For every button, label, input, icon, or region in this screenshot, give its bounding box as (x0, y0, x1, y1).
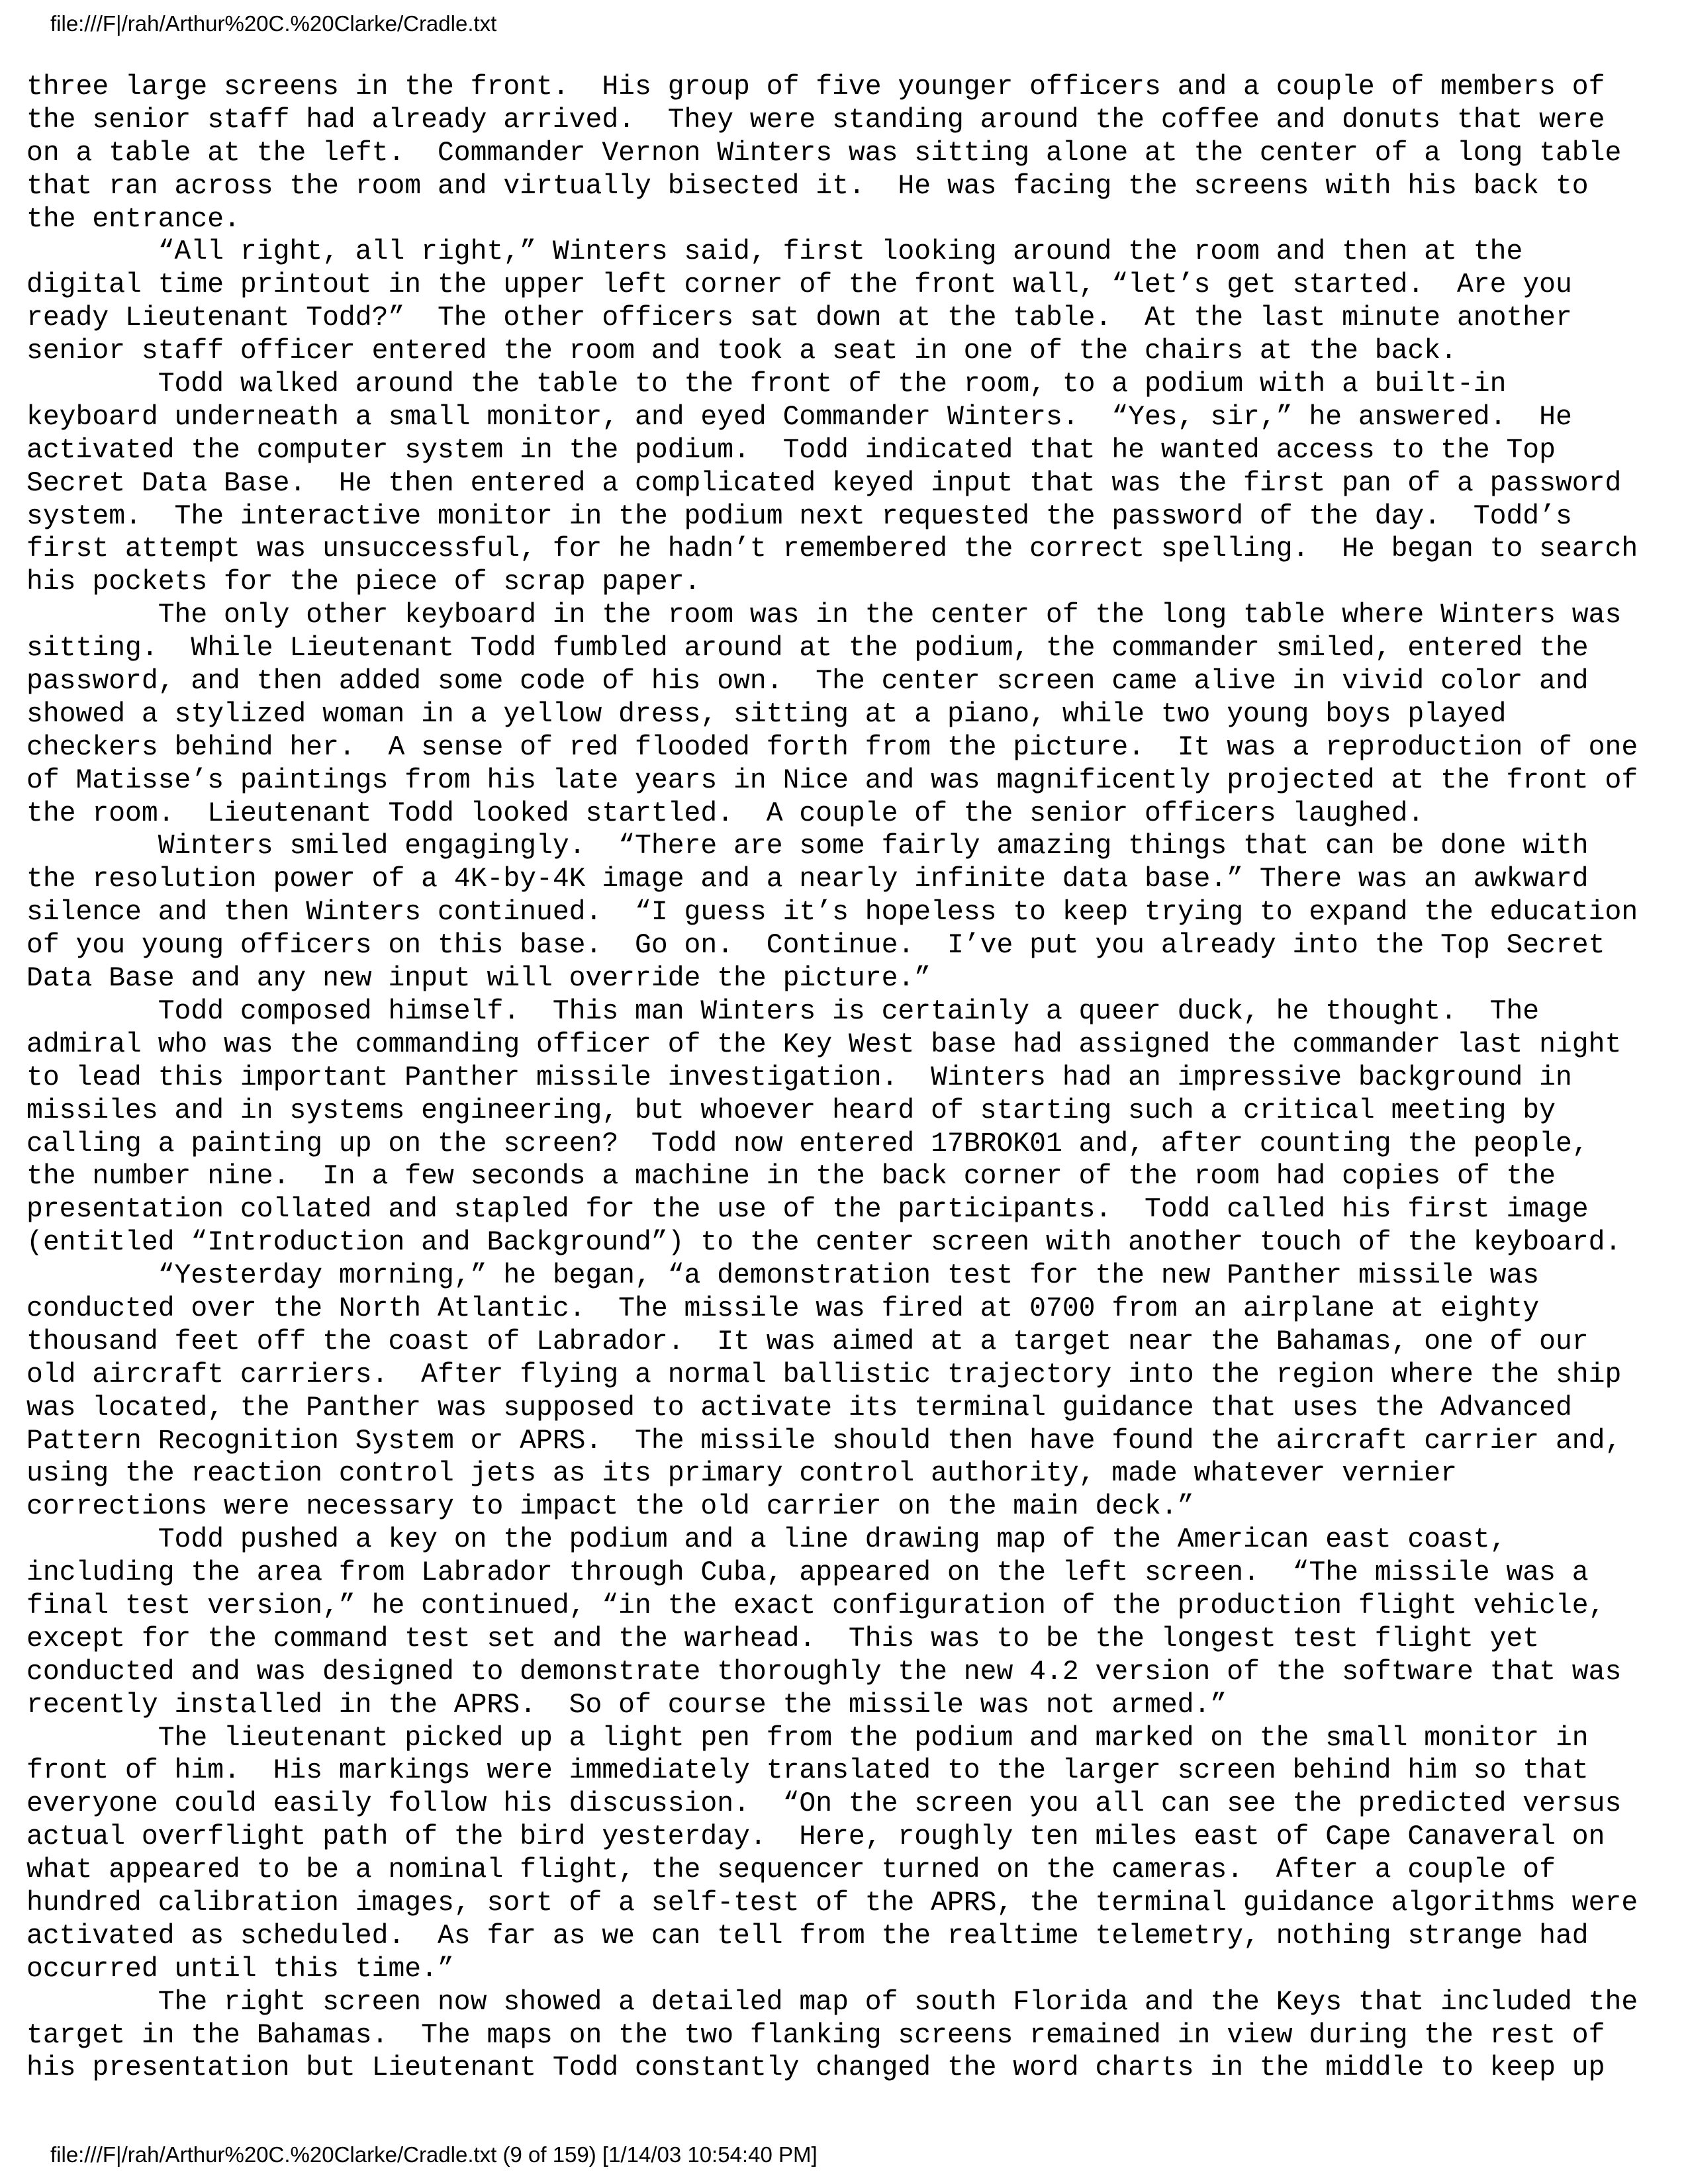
text-line: admiral who was the commanding officer of the Key West base had assigned the commander last night (26, 1029, 1622, 1060)
document-body (26, 71, 1668, 2085)
text-line: Winters smiled engagingly. “There are some fairly amazing things that can be done with (26, 831, 1589, 862)
text-line: Pattern Recognition System or APRS. The missile should then have found the aircraft carrier and, (26, 1426, 1622, 1457)
text-line: Todd pushed a key on the podium and a line drawing map of the American east coast, (26, 1525, 1507, 1556)
text-line: showed a stylized woman in a yellow dress, sitting at a piano, while two young boys played (26, 699, 1507, 730)
text-line: on a table at the left. Commander Vernon Winters was sitting alone at the center of a long table (26, 138, 1622, 169)
text-line: “Yesterday morning,” he began, “a demonstration test for the new Panther missile was (26, 1261, 1540, 1292)
text-line: final test version,” he continued, “in the exact configuration of the production flight vehicle, (26, 1590, 1605, 1621)
text-line: to lead this important Panther missile investigation. Winters had an impressive background in (26, 1062, 1572, 1093)
text-line: conducted and was designed to demonstrate thoroughly the new 4.2 version of the software that was (26, 1657, 1622, 1688)
text-line: conducted over the North Atlantic. The missile was fired at 0700 from an airplane at eighty (26, 1293, 1540, 1324)
text-line: except for the command test set and the warhead. This was to be the longest test flight yet (26, 1623, 1540, 1655)
text-line: checkers behind her. A sense of red flooded forth from the picture. It was a reproduction of one (26, 732, 1638, 763)
text-line: “All right, all right,” Winters said, first looking around the room and then at the (26, 237, 1523, 268)
text-line: his pockets for the piece of scrap paper. (26, 567, 701, 598)
text-line: Todd walked around the table to the front of the room, to a podium with a built-in (26, 369, 1507, 400)
text-line: of you young officers on this base. Go on. Continue. I’ve put you already into the Top Secret (26, 931, 1605, 962)
text-line: keyboard underneath a small monitor, and eyed Commander Winters. “Yes, sir,” he answered. He (26, 402, 1572, 433)
text-line: recently installed in the APRS. So of course the missile was not armed.” (26, 1690, 1227, 1721)
text-line: Data Base and any new input will override the picture.” (26, 964, 931, 995)
text-line: calling a painting up on the screen? Todd now entered 17BROK01 and, after counting the people, (26, 1128, 1589, 1160)
text-line: the entrance. (26, 204, 240, 235)
text-line: system. The interactive monitor in the podium next requested the password of the day. Todd’s (26, 501, 1572, 532)
text-line: Secret Data Base. He then entered a complicated keyed input that was the first pan of a password (26, 468, 1622, 499)
text-line: using the reaction control jets as its primary control authority, made whatever vernier (26, 1459, 1457, 1490)
text-line: that ran across the room and virtually bisected it. He was facing the screens with his back to (26, 171, 1589, 202)
text-line: including the area from Labrador through Cuba, appeared on the left screen. “The missile was a (26, 1558, 1589, 1589)
text-line: activated the computer system in the podium. Todd indicated that he wanted access to the Top (26, 435, 1556, 466)
text-line: was located, the Panther was supposed to activate its terminal guidance that uses the Advanced (26, 1392, 1572, 1424)
text-line: actual overflight path of the bird yesterday. Here, roughly ten miles east of Cape Canaveral on (26, 1822, 1605, 1853)
text-line: activated as scheduled. As far as we can tell from the realtime telemetry, nothing strange had (26, 1921, 1589, 1952)
text-line: digital time printout in the upper left corner of the front wall, “let’s get started. Are you (26, 270, 1572, 301)
text-line: first attempt was unsuccessful, for he hadn’t remembered the correct spelling. He began to search (26, 534, 1638, 565)
text-line: occurred until this time.” (26, 1954, 454, 1985)
text-line: front of him. His markings were immediately translated to the larger screen behind him so that (26, 1756, 1589, 1787)
text-line: three large screens in the front. His group of five younger officers and a couple of members of (26, 72, 1605, 103)
text-line: senior staff officer entered the room and took a seat in one of the chairs at the back. (26, 336, 1457, 367)
text-line: the resolution power of a 4K-by-4K image and a nearly infinite data base.” There was an awkward (26, 864, 1589, 895)
text-line: the room. Lieutenant Todd looked startled. A couple of the senior officers laughed. (26, 798, 1425, 829)
text-line: hundred calibration images, sort of a self-test of the APRS, the terminal guidance algorithms were (26, 1888, 1638, 1919)
text-line: silence and then Winters continued. “I guess it’s hopeless to keep trying to expand the education (26, 897, 1638, 929)
text-line: what appeared to be a nominal flight, the sequencer turned on the cameras. After a couple of (26, 1855, 1556, 1886)
text-line: sitting. While Lieutenant Todd fumbled around at the podium, the commander smiled, entered the (26, 633, 1589, 664)
text-line: password, and then added some code of his own. The center screen came alive in vivid color and (26, 666, 1589, 698)
text-line: missiles and in systems engineering, but whoever heard of starting such a critical meeting by (26, 1095, 1556, 1126)
text-line: ready Lieutenant Todd?” The other officers sat down at the table. At the last minute another (26, 303, 1572, 334)
text-line: thousand feet off the coast of Labrador. It was aimed at a target near the Bahamas, one of our (26, 1326, 1589, 1357)
text-line: the number nine. In a few seconds a machine in the back corner of the room had copies of the (26, 1161, 1556, 1193)
text-line: old aircraft carriers. After flying a normal ballistic trajectory into the region where the ship (26, 1359, 1622, 1390)
text-line: The lieutenant picked up a light pen from the podium and marked on the small monitor in (26, 1723, 1589, 1754)
text-line: his presentation but Lieutenant Todd constantly changed the word charts in the middle to keep up (26, 2053, 1605, 2084)
text-line: corrections were necessary to impact the old carrier on the main deck.” (26, 1492, 1194, 1523)
text-line: Todd composed himself. This man Winters is certainly a queer duck, he thought. The (26, 996, 1540, 1027)
page-footer: file:///F|/rah/Arthur%20C.%20Clarke/Cradle.txt (9 of 159) [1/14/03 10:54:40 PM] (50, 2142, 818, 2167)
file-path-header: file:///F|/rah/Arthur%20C.%20Clarke/Cradle.txt (50, 11, 497, 36)
text-line: The right screen now showed a detailed map of south Florida and the Keys that included the (26, 1987, 1638, 2018)
text-line: The only other keyboard in the room was in the center of the long table where Winters was (26, 600, 1622, 631)
text-line: target in the Bahamas. The maps on the two flanking screens remained in view during the rest of (26, 2020, 1605, 2051)
text-line: everyone could easily follow his discussion. “On the screen you all can see the predicted versus (26, 1789, 1622, 1820)
text-line: (entitled “Introduction and Background”) to the center screen with another touch of the keyboard. (26, 1228, 1622, 1259)
text-line: the senior staff had already arrived. They were standing around the coffee and donuts that were (26, 105, 1605, 136)
text-line: presentation collated and stapled for the use of the participants. Todd called his first image (26, 1195, 1589, 1226)
text-line: of Matisse’s paintings from his late years in Nice and was magnificently projected at the front of (26, 765, 1638, 796)
